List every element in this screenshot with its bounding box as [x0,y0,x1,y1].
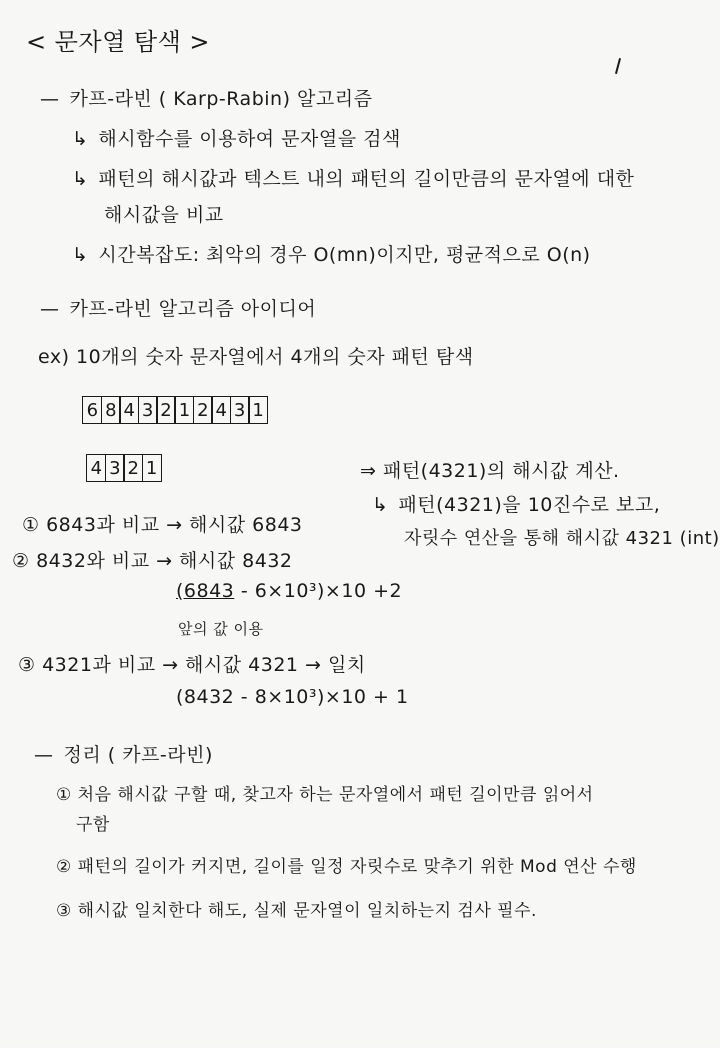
pattern-hash-note: ⇒ 패턴(4321)의 해시값 계산. [360,460,620,482]
digit-cell: 3 [138,396,158,424]
pattern-cell: 4 [86,454,106,482]
section3-heading: 정리 ( 카프-라빈) [63,744,213,766]
digit-cell: 8 [101,396,121,424]
stray-pen-mark [615,58,621,74]
digit-cell: 6 [82,396,102,424]
step-number: ③ [18,654,36,676]
pattern-decimal-note: ↳ 패턴(4321)을 10진수로 보고, [372,494,661,516]
sub-arrow-mark: ↳ [372,494,389,516]
dash-mark: — [34,744,54,766]
digit-cell: 1 [174,396,194,424]
formula-1: (6843 - 6×10³)×10 +2 [176,580,403,602]
digit-cell: 4 [119,396,139,424]
pattern-cell: 2 [123,454,143,482]
step-number: ① [22,514,40,536]
summary-item-3: ③ 해시값 일치한다 해도, 실제 문자열이 일치하는지 검사 필수. [56,901,537,921]
section3-heading-line [34,740,213,767]
digit-cell: 2 [156,396,176,424]
section1-bullet-1: ↳ 해시함수를 이용하여 문자열을 검색 [72,128,401,150]
dash-mark: — [40,298,60,320]
item-number: ② [56,857,72,877]
step-2: ② 8432와 비교 → 해시값 8432 [12,550,293,572]
step-number: ② [12,550,30,572]
dash-mark: — [40,88,60,110]
digit-cell: 2 [193,396,213,424]
pattern-int-note: 자릿수 연산을 통해 해시값 4321 (int) [404,528,720,549]
step-3: ③ 4321과 비교 → 해시값 4321 → 일치 [18,654,366,676]
formula-2: (8432 - 8×10³)×10 + 1 [176,686,409,708]
page-title: < 문자열 탐색 > [26,28,211,56]
pattern-cell: 1 [142,454,162,482]
text-digit-array [84,396,268,424]
item-number: ③ [56,901,72,921]
step-1: ① 6843과 비교 → 해시값 6843 [22,514,303,536]
section2-heading-line [40,294,316,321]
digit-cell: 3 [230,396,250,424]
summary-item-2: ② 패턴의 길이가 커지면, 길이를 일정 자릿수로 맞추기 위한 Mod 연산 수행 [56,857,637,877]
section1-bullet-3: ↳ 시간복잡도: 최악의 경우 O(mn)이지만, 평균적으로 O(n) [72,244,591,266]
section1-heading-line [40,84,372,111]
sub-arrow-mark: ↳ [72,128,89,150]
example-line: ex) 10개의 숫자 문자열에서 4개의 숫자 패턴 탐색 [38,346,474,368]
sub-arrow-mark: ↳ [72,168,89,190]
formula-1-note: 앞의 값 이용 [178,620,264,638]
summary-item-1: ① 처음 해시값 구할 때, 찾고자 하는 문자열에서 패턴 길이만큼 읽어서 [56,785,594,805]
summary-item-1-cont: 구함 [76,815,110,835]
digit-cell: 4 [211,396,231,424]
pattern-cell: 3 [105,454,125,482]
sub-arrow-mark: ↳ [72,244,89,266]
section1-bullet-2: ↳ 패턴의 해시값과 텍스트 내의 패턴의 길이만큼의 문자열에 대한 [72,168,635,190]
formula-1-prev-value: (6843 [176,580,235,602]
section2-heading: 카프-라빈 알고리즘 아이디어 [69,298,317,320]
pattern-digit-array [88,454,162,482]
item-number: ① [56,785,72,805]
digit-cell: 1 [248,396,268,424]
section1-bullet-2-cont: 해시값을 비교 [104,204,224,226]
section1-heading: 카프-라빈 ( Karp-Rabin) 알고리즘 [69,88,373,110]
